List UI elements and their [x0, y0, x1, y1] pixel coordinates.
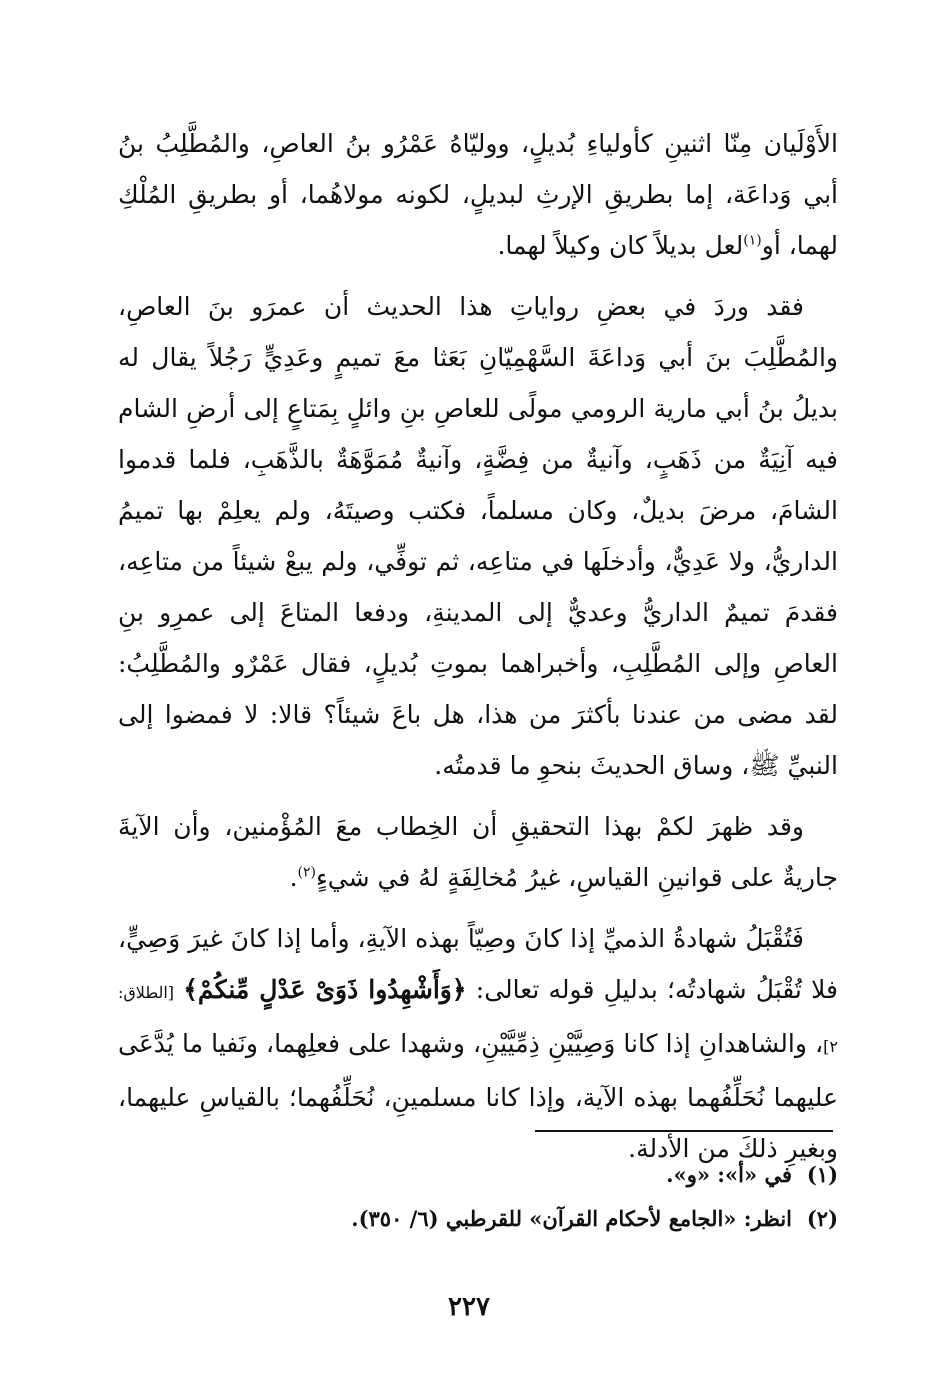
paragraph-1-text: الأَوْلَيان مِنّا اثنينِ كأولياءِ بُديلٍ، ووليّاهُ عَمْرُو بنُ العاصِ، والمُطَّلِبُ بنُ أبي وَداعَة، إما بطريقِ الإرثِ لبديلٍ، لكونه مولاهُما، أو بطريقِ المُلْكِ لهما، أو [118, 129, 838, 260]
footnotes [118, 1153, 838, 1241]
footnote-text: في «أ»: «و». [666, 1162, 792, 1187]
footnote-divider [535, 1130, 833, 1132]
paragraph-4-text-b: ، والشاهدانِ إذا كانا وَصِيَّيْنِ ذِمِّيَّيْنِ، وشهدا على فعلِهما، ونَفيا ما يُدَّعَى عليهما نُحَلِّفُهما بهذه الآية، وإذا كانا مسلمينِ، نُحَلِّفُهما؛ بالقياسِ عليهما، وبغيرِ ذلكَ من الأدلة. [118, 1029, 838, 1163]
footnote-marker-2: (٢) [297, 864, 316, 881]
paragraph-1-end: لعل بديلاً كان وكيلاً لهما. [497, 231, 744, 260]
paragraph-3 [118, 801, 838, 903]
paragraph-2-text: فقد وردَ في بعضِ رواياتِ هذا الحديث أن عمرَو بنَ العاصِ، والمُطَّلِبَ بنَ أبي وَداعَةَ السَّهْمِيّانِ بَعَثا معَ تميمٍ وعَدِيٍّ رَجُلاً يقال له بديلُ بنُ أبي مارية الرومي مولًى للعاصِ بنِ وائلٍ بِمَتاعٍ إلى أرضِ الشام فيه آنِيَةٌ من ذَهَبٍ، وآنيةٌ من فِضَّةٍ، وآنيةٌ مُمَوَّهَةٌ بالذَّهَبِ، فلما قدموا الشامَ، مرضَ بديلٌ، وكان مسلماً، فكتب وصيتَهُ، ولم يعلِمْ بها تميمُ الداريُّ، ولا عَدِيٌّ، وأدخلَها في متاعِه، ثم توفِّي، ولم يبعْ شيئاً من متاعِه، فقدمَ تميمٌ الداريُّ وعديٌّ إلى المدينةِ، ودفعا المتاعَ إلى عمرِو بنِ العاصِ وإلى المُطَّلِبِ، وأخبراهما بموتِ بُديلٍ، فقال عَمْرٌو والمُطَّلِبُ: لقد مضى من عندنا بأكثرَ من هذا، هل باعَ شيئاً؟ قالا: لا فمضوا إلى النبيِّ ﷺ، وساق الحديثَ بنحوِ ما قدمتُه. [118, 292, 838, 780]
paragraph-4 [118, 913, 838, 1174]
footnote-number: (٢) [806, 1206, 838, 1231]
footnote-text: انظر: «الجامع لأحكام القرآن» للقرطبي (٦/ ٣٥٠). [351, 1206, 792, 1231]
paragraph-4-text-a: فَتُقْبَلُ شهادةُ الذميِّ إذا كانَ وصِيّاً بهذه الآيةِ، وأما إذا كانَ غيرَ وَصِيٍّ، فلا تُقْبَلُ شهادتُه؛ بدليلِ قوله تعالى: [118, 924, 838, 1004]
main-text [118, 118, 838, 1184]
footnote-number: (١) [806, 1162, 838, 1187]
paragraph-2 [118, 281, 838, 791]
footnote-marker-1: (١) [743, 232, 762, 249]
verse-reference: [الطلاق: ٢] [118, 983, 838, 1056]
footnote-2 [118, 1197, 838, 1241]
paragraph-3-text: وقد ظهرَ لكمْ بهذا التحقيقِ أن الخِطاب معَ المُؤْمنين، وأن الآيةَ جاريةٌ على قوانينِ القياسِ، غيرُ مُخالِفَةٍ لهُ في شيءٍ [118, 812, 838, 892]
footnote-1 [118, 1153, 838, 1197]
paragraph-3-end: . [289, 863, 298, 892]
quran-verse: ﴿وَأَشْهِدُوا ذَوَىْ عَدْلٍ مِّنكُمْ﴾ [183, 975, 467, 1004]
paragraph-1 [118, 118, 838, 271]
page-number: ٢٢٧ [448, 1292, 490, 1322]
